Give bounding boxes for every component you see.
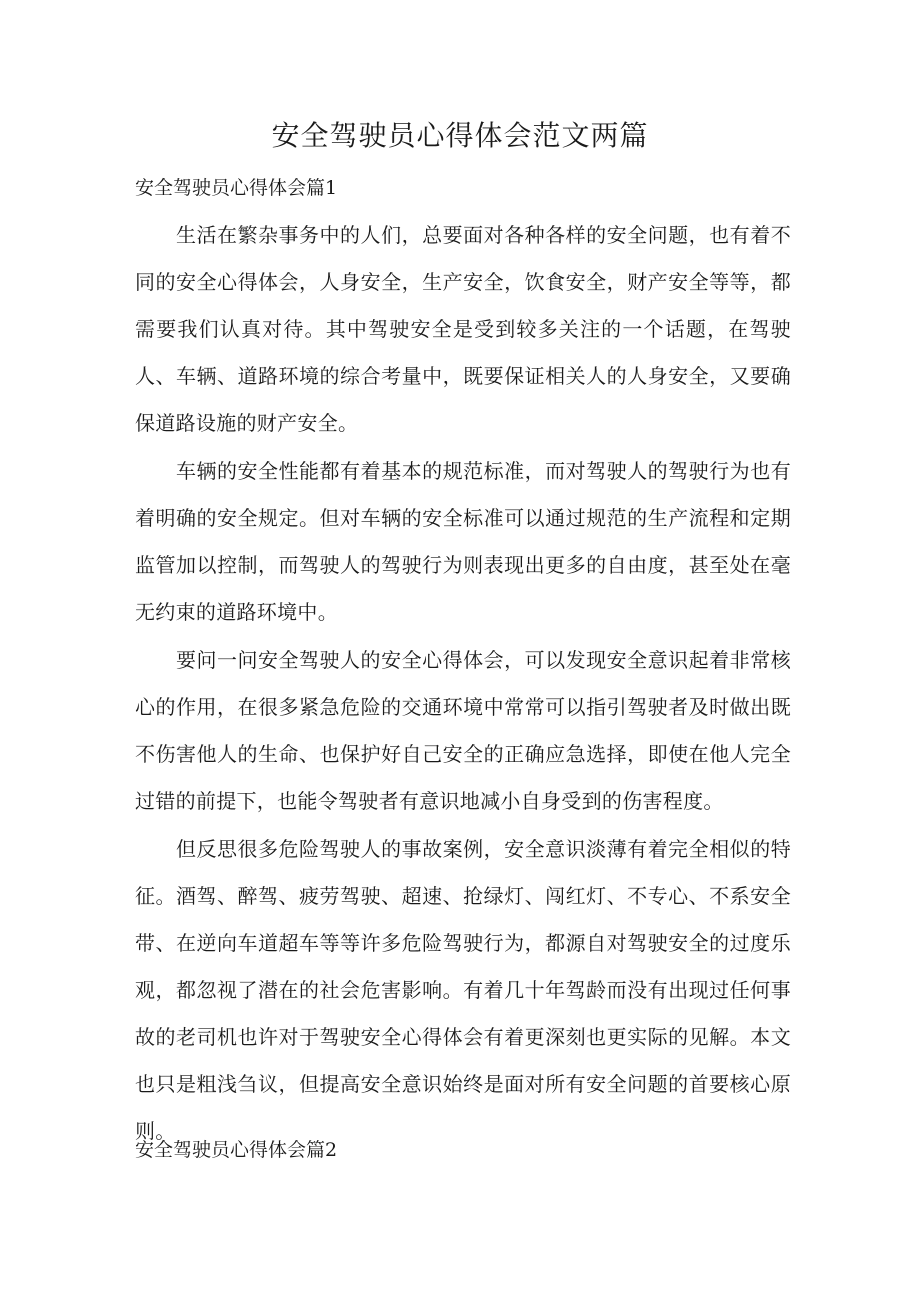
- paragraph-3: 要问一问安全驾驶人的安全心得体会，可以发现安全意识起着非常核心的作用，在很多紧急危险的交通环境中常常可以指引驾驶者及时做出既不伤害他人的生命、也保护好自己安全的正确应急选择，即使在他人完全过错的前提下，也能令驾驶者有意识地减小自身受到的伤害程度。: [135, 648, 791, 813]
- document-title: 安全驾驶员心得体会范文两篇: [271, 119, 649, 152]
- section-heading-1: 安全驾驶员心得体会篇1: [135, 177, 338, 199]
- paragraph-1: 生活在繁杂事务中的人们，总要面对各种各样的安全问题，也有着不同的安全心得体会，人身安全，生产安全，饮食安全，财产安全等等，都需要我们认真对待。其中驾驶安全是受到较多关注的一个话题，在驾驶人、车辆、道路环境的综合考量中，既要保证相关人的人身安全，又要确保道路设施的财产安全。: [135, 223, 791, 435]
- paragraph-4: 但反思很多危险驾驶人的事故案例，安全意识淡薄有着完全相似的特征。酒驾、醉驾、疲劳驾驶、超速、抢绿灯、闯红灯、不专心、不系安全带、在逆向车道超车等等许多危险驾驶行为，都源自对驾驶安全的过度乐观，都忽视了潜在的社会危害影响。有着几十年驾龄而没有出现过任何事故的老司机也许对于驾驶安全心得体会有着更深刻也更实际的见解。本文也只是粗浅刍议，但提高安全意识始终是面对所有安全问题的首要核心原则。: [135, 837, 791, 1143]
- section-heading-2: 安全驾驶员心得体会篇2: [135, 1139, 338, 1161]
- paragraph-2: 车辆的安全性能都有着基本的规范标准，而对驾驶人的驾驶行为也有着明确的安全规定。但对车辆的安全标准可以通过规范的生产流程和定期监管加以控制，而驾驶人的驾驶行为则表现出更多的自由度，甚至处在毫无约束的道路环境中。: [135, 459, 791, 624]
